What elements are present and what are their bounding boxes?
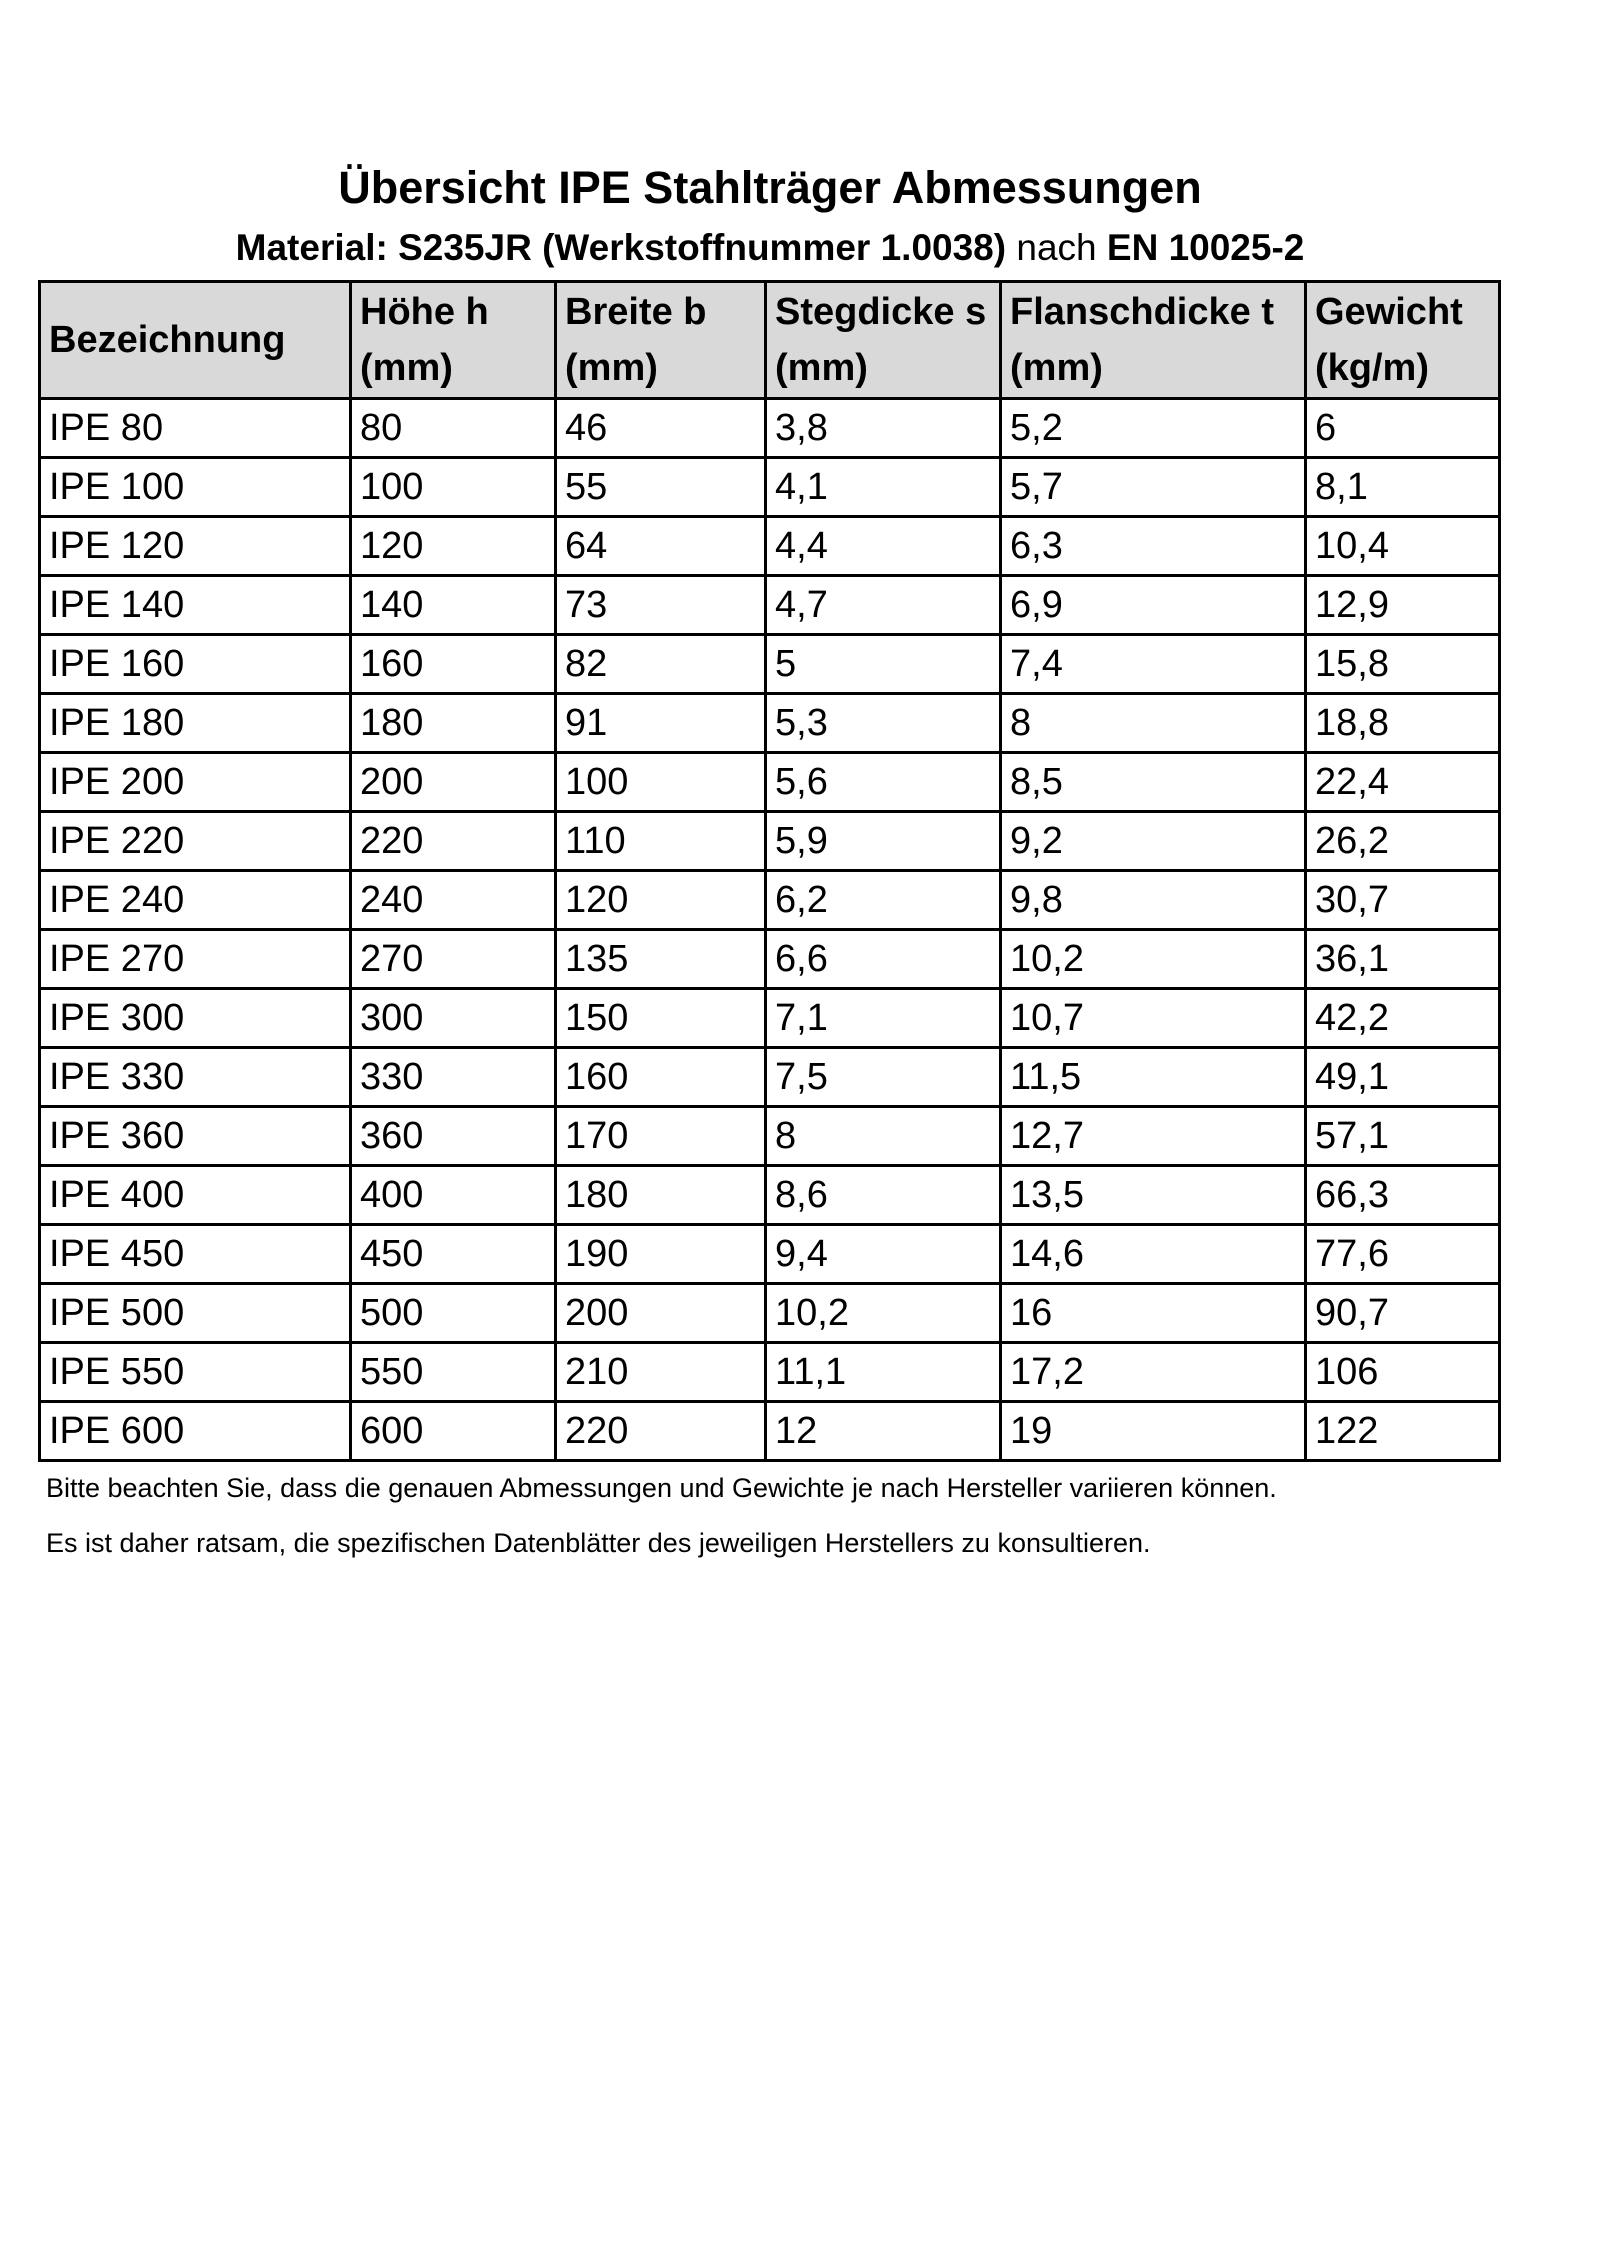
cell-web-thickness: 8,6 — [766, 1166, 1001, 1225]
material-subtitle — [0, 224, 1540, 272]
table-row — [40, 753, 1500, 812]
header-height — [351, 282, 556, 399]
cell-width: 220 — [556, 1402, 766, 1461]
cell-weight: 30,7 — [1306, 871, 1500, 930]
cell-flange-thickness: 10,2 — [1001, 930, 1306, 989]
header-web-thickness-label: Stegdicke s — [775, 291, 987, 333]
cell-width: 82 — [556, 635, 766, 694]
cell-web-thickness: 8 — [766, 1107, 1001, 1166]
table-row — [40, 458, 1500, 517]
cell-web-thickness: 4,7 — [766, 576, 1001, 635]
cell-weight: 18,8 — [1306, 694, 1500, 753]
cell-designation: IPE 100 — [40, 458, 351, 517]
table-row — [40, 399, 1500, 458]
cell-weight: 10,4 — [1306, 517, 1500, 576]
cell-designation: IPE 160 — [40, 635, 351, 694]
header-weight-unit: (kg/m) — [1315, 347, 1429, 389]
cell-web-thickness: 7,5 — [766, 1048, 1001, 1107]
cell-weight: 49,1 — [1306, 1048, 1500, 1107]
cell-weight: 36,1 — [1306, 930, 1500, 989]
header-designation: Bezeichnung — [40, 282, 351, 399]
cell-height: 550 — [351, 1343, 556, 1402]
cell-weight: 57,1 — [1306, 1107, 1500, 1166]
cell-designation: IPE 120 — [40, 517, 351, 576]
header-web-thickness — [766, 282, 1001, 399]
cell-web-thickness: 6,2 — [766, 871, 1001, 930]
cell-web-thickness: 5,3 — [766, 694, 1001, 753]
ipe-dimensions-table — [38, 280, 1501, 1462]
header-width-label: Breite b — [565, 291, 707, 333]
cell-width: 135 — [556, 930, 766, 989]
cell-width: 160 — [556, 1048, 766, 1107]
table-row — [40, 517, 1500, 576]
cell-width: 55 — [556, 458, 766, 517]
cell-flange-thickness: 8 — [1001, 694, 1306, 753]
cell-weight: 90,7 — [1306, 1284, 1500, 1343]
header-web-thickness-unit: (mm) — [775, 347, 868, 389]
cell-height: 100 — [351, 458, 556, 517]
cell-designation: IPE 240 — [40, 871, 351, 930]
cell-height: 450 — [351, 1225, 556, 1284]
material-standard: EN 10025-2 — [1106, 227, 1305, 268]
table-row — [40, 1048, 1500, 1107]
cell-web-thickness: 12 — [766, 1402, 1001, 1461]
table-row — [40, 930, 1500, 989]
table-body — [40, 399, 1500, 1461]
table-row — [40, 1402, 1500, 1461]
cell-flange-thickness: 9,8 — [1001, 871, 1306, 930]
table-row — [40, 1107, 1500, 1166]
cell-width: 64 — [556, 517, 766, 576]
cell-flange-thickness: 8,5 — [1001, 753, 1306, 812]
cell-width: 150 — [556, 989, 766, 1048]
cell-width: 91 — [556, 694, 766, 753]
cell-weight: 26,2 — [1306, 812, 1500, 871]
cell-web-thickness: 9,4 — [766, 1225, 1001, 1284]
cell-web-thickness: 10,2 — [766, 1284, 1001, 1343]
table-row — [40, 1225, 1500, 1284]
cell-flange-thickness: 13,5 — [1001, 1166, 1306, 1225]
note-consult-datasheets: Es ist daher ratsam, die spezifischen Datenblätter des jeweiligen Herstellers zu konsultieren. — [46, 1528, 1151, 1558]
page-title: Übersicht IPE Stahlträger Abmessungen — [338, 162, 1202, 213]
cell-designation: IPE 600 — [40, 1402, 351, 1461]
cell-height: 140 — [351, 576, 556, 635]
cell-designation: IPE 450 — [40, 1225, 351, 1284]
table-row — [40, 694, 1500, 753]
header-flange-thickness-label: Flanschdicke t — [1010, 291, 1274, 333]
cell-flange-thickness: 19 — [1001, 1402, 1306, 1461]
cell-width: 120 — [556, 871, 766, 930]
header-row — [40, 282, 1500, 399]
header-weight-label: Gewicht — [1315, 291, 1463, 333]
cell-height: 80 — [351, 399, 556, 458]
cell-web-thickness: 3,8 — [766, 399, 1001, 458]
cell-height: 360 — [351, 1107, 556, 1166]
cell-width: 190 — [556, 1225, 766, 1284]
table-row — [40, 576, 1500, 635]
cell-height: 160 — [351, 635, 556, 694]
cell-weight: 106 — [1306, 1343, 1500, 1402]
cell-weight: 122 — [1306, 1402, 1500, 1461]
cell-height: 120 — [351, 517, 556, 576]
cell-flange-thickness: 5,2 — [1001, 399, 1306, 458]
cell-flange-thickness: 12,7 — [1001, 1107, 1306, 1166]
cell-height: 270 — [351, 930, 556, 989]
cell-designation: IPE 180 — [40, 694, 351, 753]
header-weight — [1306, 282, 1500, 399]
cell-height: 300 — [351, 989, 556, 1048]
cell-flange-thickness: 17,2 — [1001, 1343, 1306, 1402]
cell-height: 220 — [351, 812, 556, 871]
cell-height: 500 — [351, 1284, 556, 1343]
cell-width: 100 — [556, 753, 766, 812]
table-row — [40, 812, 1500, 871]
cell-height: 330 — [351, 1048, 556, 1107]
cell-web-thickness: 5,9 — [766, 812, 1001, 871]
cell-width: 110 — [556, 812, 766, 871]
header-flange-thickness-unit: (mm) — [1010, 347, 1103, 389]
cell-height: 400 — [351, 1166, 556, 1225]
table-header — [40, 282, 1500, 399]
table-row — [40, 1166, 1500, 1225]
cell-width: 200 — [556, 1284, 766, 1343]
header-width-unit: (mm) — [565, 347, 658, 389]
cell-designation: IPE 220 — [40, 812, 351, 871]
cell-flange-thickness: 11,5 — [1001, 1048, 1306, 1107]
table-row — [40, 635, 1500, 694]
cell-height: 600 — [351, 1402, 556, 1461]
cell-flange-thickness: 10,7 — [1001, 989, 1306, 1048]
header-height-label: Höhe h — [360, 291, 489, 333]
cell-height: 200 — [351, 753, 556, 812]
cell-weight: 42,2 — [1306, 989, 1500, 1048]
cell-weight: 22,4 — [1306, 753, 1500, 812]
header-width — [556, 282, 766, 399]
table-row — [40, 1284, 1500, 1343]
cell-weight: 6 — [1306, 399, 1500, 458]
cell-flange-thickness: 14,6 — [1001, 1225, 1306, 1284]
cell-designation: IPE 400 — [40, 1166, 351, 1225]
cell-flange-thickness: 16 — [1001, 1284, 1306, 1343]
cell-weight: 66,3 — [1306, 1166, 1500, 1225]
cell-web-thickness: 4,4 — [766, 517, 1001, 576]
cell-flange-thickness: 6,3 — [1001, 517, 1306, 576]
cell-width: 210 — [556, 1343, 766, 1402]
cell-web-thickness: 7,1 — [766, 989, 1001, 1048]
cell-width: 170 — [556, 1107, 766, 1166]
material-connector: nach — [1006, 227, 1107, 268]
header-height-unit: (mm) — [360, 347, 453, 389]
cell-weight: 15,8 — [1306, 635, 1500, 694]
cell-weight: 77,6 — [1306, 1225, 1500, 1284]
header-flange-thickness — [1001, 282, 1306, 399]
table-row — [40, 1343, 1500, 1402]
cell-designation: IPE 330 — [40, 1048, 351, 1107]
cell-web-thickness: 4,1 — [766, 458, 1001, 517]
cell-width: 73 — [556, 576, 766, 635]
cell-designation: IPE 270 — [40, 930, 351, 989]
note-manufacturer-variation: Bitte beachten Sie, dass die genauen Abmessungen und Gewichte je nach Hersteller variieren können. — [46, 1473, 1277, 1503]
cell-weight: 12,9 — [1306, 576, 1500, 635]
cell-designation: IPE 80 — [40, 399, 351, 458]
cell-web-thickness: 6,6 — [766, 930, 1001, 989]
cell-width: 46 — [556, 399, 766, 458]
cell-web-thickness: 5 — [766, 635, 1001, 694]
cell-flange-thickness: 6,9 — [1001, 576, 1306, 635]
cell-height: 180 — [351, 694, 556, 753]
cell-designation: IPE 200 — [40, 753, 351, 812]
cell-designation: IPE 360 — [40, 1107, 351, 1166]
cell-designation: IPE 140 — [40, 576, 351, 635]
cell-designation: IPE 300 — [40, 989, 351, 1048]
cell-designation: IPE 500 — [40, 1284, 351, 1343]
cell-designation: IPE 550 — [40, 1343, 351, 1402]
cell-web-thickness: 5,6 — [766, 753, 1001, 812]
cell-flange-thickness: 9,2 — [1001, 812, 1306, 871]
cell-weight: 8,1 — [1306, 458, 1500, 517]
cell-width: 180 — [556, 1166, 766, 1225]
table-row — [40, 989, 1500, 1048]
cell-web-thickness: 11,1 — [766, 1343, 1001, 1402]
material-label: Material: S235JR (Werkstoffnummer 1.0038) — [235, 227, 1007, 268]
cell-flange-thickness: 5,7 — [1001, 458, 1306, 517]
table-row — [40, 871, 1500, 930]
cell-height: 240 — [351, 871, 556, 930]
cell-flange-thickness: 7,4 — [1001, 635, 1306, 694]
